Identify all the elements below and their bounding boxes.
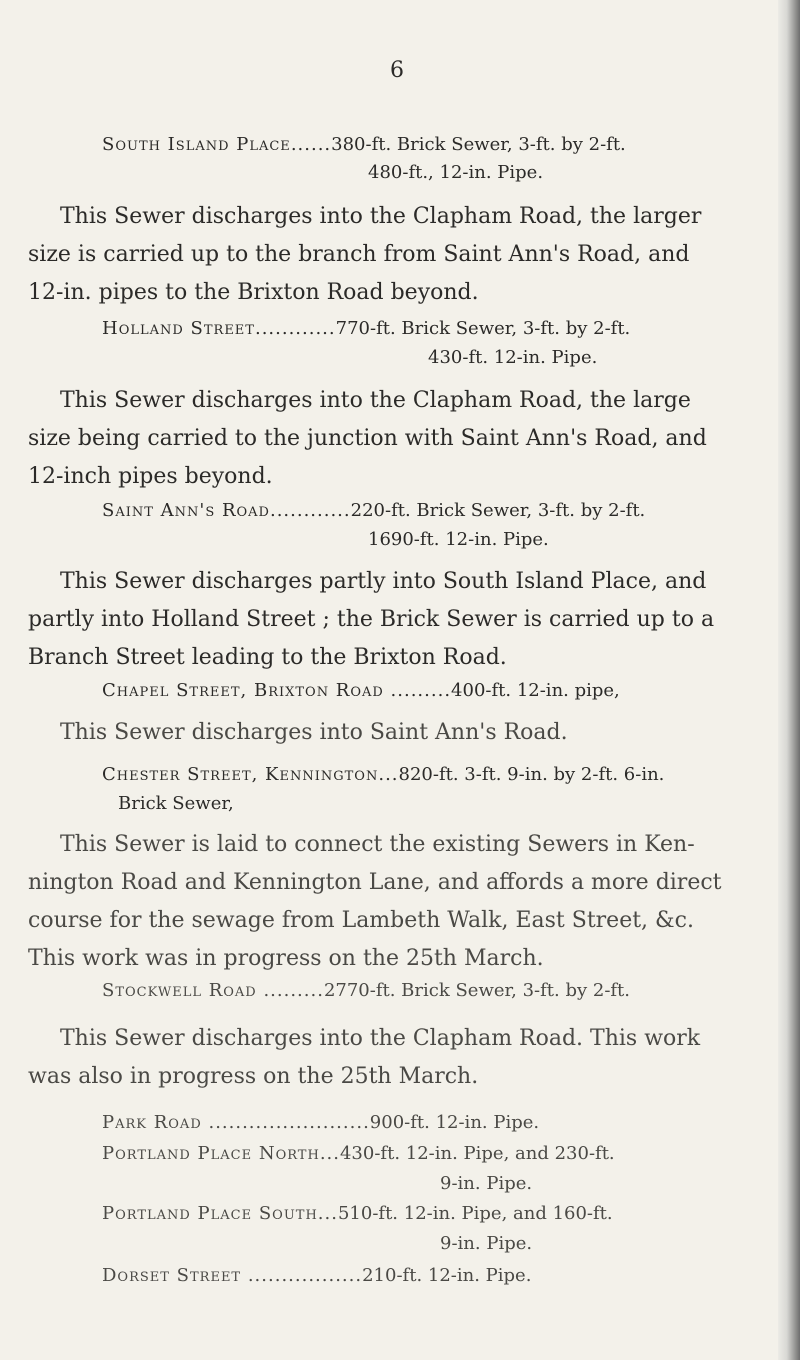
entry-detail: 220-ft. Brick Sewer, 3-ft. by 2-ft. — [350, 500, 646, 521]
text-line: This Sewer discharges partly into South Island Place, and — [60, 569, 707, 594]
entry-detail: 770-ft. Brick Sewer, 3-ft. by 2-ft. — [335, 318, 631, 339]
leader-dots: ........................ — [201, 1112, 370, 1133]
entry-detail: 210-ft. 12-in. Pipe. — [362, 1265, 532, 1286]
paragraph-stockwell-road — [28, 1020, 768, 1096]
paragraph-south-island-place — [28, 198, 768, 312]
entry-detail: 400-ft. 12-in. pipe, — [451, 680, 620, 701]
leader-dots: ... — [378, 764, 399, 785]
text-line: This work was in progress on the 25th March. — [28, 946, 544, 971]
leader-dots: ......... — [256, 980, 324, 1001]
leader-dots: ............ — [269, 500, 351, 521]
entry-name: Chapel Street, Brixton Road — [102, 680, 384, 701]
leader-dots: ......... — [383, 680, 452, 701]
entry-portland-place-north — [102, 1143, 615, 1164]
entry-chapel-street — [102, 680, 620, 701]
entry-name: Portland Place North — [102, 1143, 320, 1164]
book-spine-edge — [778, 0, 800, 1360]
entry-stockwell-road — [102, 980, 630, 1001]
text-line: was also in progress on the 25th March. — [28, 1064, 479, 1089]
entry-detail: 510-ft. 12-in. Pipe, and 160-ft. — [337, 1203, 613, 1224]
entry-detail: 380-ft. Brick Sewer, 3-ft. by 2-ft. — [331, 134, 626, 155]
text-line: This Sewer discharges into the Clapham Road, the large — [60, 388, 691, 413]
entry-portland-place-south — [102, 1203, 613, 1224]
entry-detail-continued: 430-ft. 12-in. Pipe. — [428, 347, 598, 368]
text-line: 12-inch pipes beyond. — [28, 464, 273, 489]
leader-dots: ... — [319, 1143, 340, 1164]
text-line: This Sewer discharges into the Clapham Road. This work — [60, 1026, 701, 1051]
entry-detail: 900-ft. 12-in. Pipe. — [369, 1112, 540, 1133]
leader-dots: ............ — [254, 318, 336, 339]
paragraph-holland-street — [28, 382, 768, 496]
entry-detail-continued: 9-in. Pipe. — [440, 1173, 533, 1194]
entry-detail-continued: 9-in. Pipe. — [440, 1233, 533, 1254]
leader-dots: ................. — [241, 1265, 363, 1286]
entry-south-island-place — [102, 134, 626, 155]
entry-detail-continued: Brick Sewer, — [118, 793, 234, 814]
text-line: This Sewer discharges into Saint Ann's Road. — [60, 720, 568, 745]
entry-holland-street — [102, 318, 630, 339]
leader-dots: ... — [317, 1203, 338, 1224]
entry-detail: 430-ft. 12-in. Pipe, and 230-ft. — [339, 1143, 615, 1164]
text-line: partly into Holland Street ; the Brick Sewer is carried up to a — [28, 607, 715, 632]
entry-park-road — [102, 1112, 539, 1133]
entry-chester-street — [102, 764, 664, 785]
entry-detail: 820-ft. 3-ft. 9-in. by 2-ft. 6-in. — [398, 764, 665, 785]
page-number: 6 — [390, 58, 404, 83]
text-line: This Sewer is laid to connect the existing Sewers in Ken- — [60, 832, 695, 857]
paragraph-saint-anns-road — [28, 563, 768, 677]
entry-name: Chester Street, Kennington — [102, 764, 379, 785]
text-line: nington Road and Kennington Lane, and affords a more direct — [28, 870, 722, 895]
entry-name: Holland Street — [102, 318, 255, 339]
entry-name: Dorset Street — [102, 1265, 242, 1286]
entry-name: South Island Place — [102, 134, 291, 155]
leader-dots: ...... — [290, 134, 332, 155]
entry-name: Saint Ann's Road — [102, 500, 270, 521]
text-line: 12-in. pipes to the Brixton Road beyond. — [28, 280, 479, 305]
entry-name: Park Road — [102, 1112, 202, 1133]
text-line: size is carried up to the branch from Saint Ann's Road, and — [28, 242, 690, 267]
text-line: course for the sewage from Lambeth Walk, East Street, &c. — [28, 908, 694, 933]
paragraph-chester-street — [28, 826, 768, 978]
entry-name: Portland Place South — [102, 1203, 318, 1224]
entry-detail: 2770-ft. Brick Sewer, 3-ft. by 2-ft. — [323, 980, 631, 1001]
entry-dorset-street — [102, 1265, 531, 1286]
text-line: Branch Street leading to the Brixton Road. — [28, 645, 507, 670]
entry-name: Stockwell Road — [102, 980, 257, 1001]
paragraph-chapel-street — [28, 714, 768, 752]
entry-saint-anns-road — [102, 500, 645, 521]
entry-detail-continued: 1690-ft. 12-in. Pipe. — [368, 529, 549, 550]
entry-detail-continued: 480-ft., 12-in. Pipe. — [368, 162, 544, 183]
text-line: size being carried to the junction with Saint Ann's Road, and — [28, 426, 707, 451]
text-line: This Sewer discharges into the Clapham Road, the larger — [60, 204, 702, 229]
